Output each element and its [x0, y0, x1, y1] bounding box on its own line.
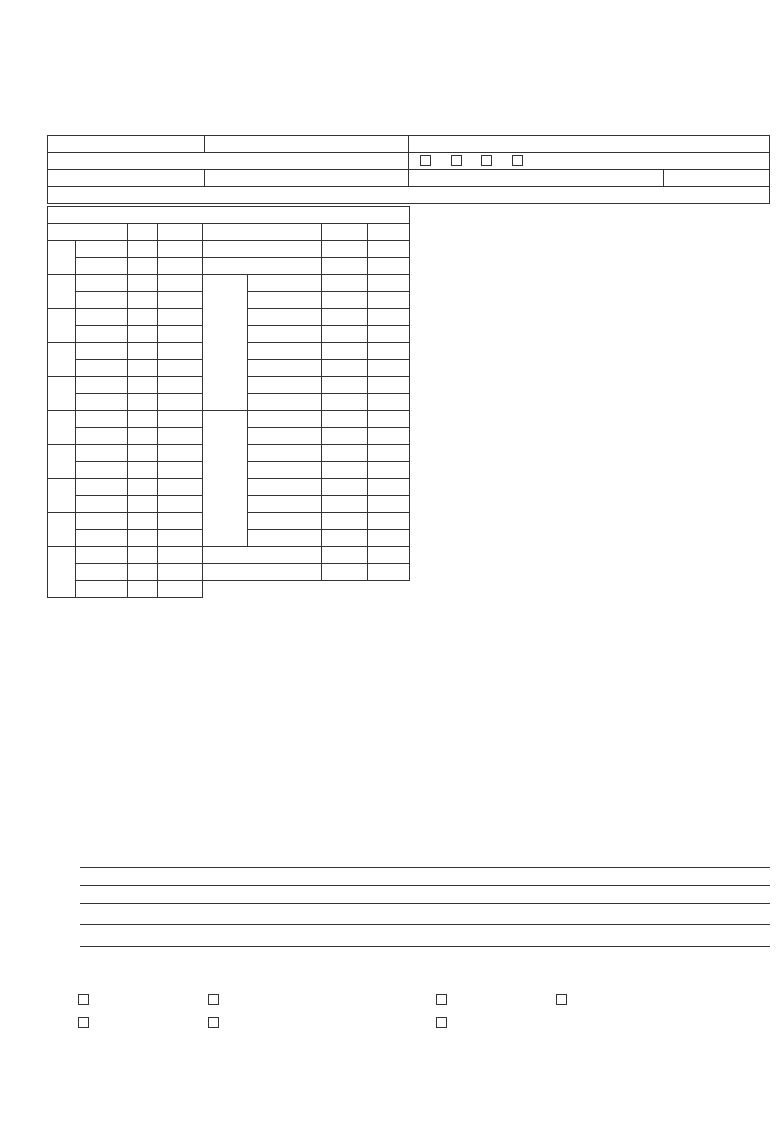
incorrect-cell[interactable] — [368, 513, 410, 530]
mid-item — [248, 462, 322, 479]
table-row — [48, 241, 410, 258]
col-check — [48, 224, 128, 241]
correct-cell[interactable] — [322, 428, 368, 445]
mid-header-blank — [203, 224, 322, 241]
correct-cell[interactable] — [322, 343, 368, 360]
pass-cell[interactable] — [128, 343, 158, 360]
group-label — [48, 309, 76, 343]
mid-item — [248, 309, 322, 326]
incorrect-cell[interactable] — [368, 445, 410, 462]
incorrect-cell[interactable] — [368, 343, 410, 360]
incorrect-cell[interactable] — [368, 564, 410, 581]
pass-cell[interactable] — [128, 377, 158, 394]
table-row — [48, 411, 410, 428]
correct-cell[interactable] — [322, 547, 368, 564]
mid-item — [248, 360, 322, 377]
table-row — [48, 581, 410, 598]
fail-cell[interactable] — [158, 258, 203, 275]
table-row — [48, 564, 410, 581]
pass-cell[interactable] — [128, 394, 158, 411]
check-item — [76, 462, 128, 479]
group-label — [48, 547, 76, 598]
pass-cell[interactable] — [128, 564, 158, 581]
checkbox-icon[interactable] — [208, 1017, 219, 1028]
mid-item — [248, 275, 322, 292]
group-label — [48, 377, 76, 411]
check-item — [76, 343, 128, 360]
check-item — [76, 411, 128, 428]
mid-blank — [203, 547, 322, 564]
fail-cell[interactable] — [158, 496, 203, 513]
opt-reject[interactable] — [208, 1016, 221, 1030]
checkbox-icon[interactable] — [512, 155, 523, 166]
fail-cell[interactable] — [158, 513, 203, 530]
pass-cell[interactable] — [128, 530, 158, 547]
pass-cell[interactable] — [128, 411, 158, 428]
fail-cell[interactable] — [158, 547, 203, 564]
fail-cell[interactable] — [158, 326, 203, 343]
correct-cell[interactable] — [322, 479, 368, 496]
stage-option[interactable] — [420, 154, 433, 168]
inspect-stage-field[interactable] — [409, 153, 770, 170]
fail-cell[interactable] — [158, 530, 203, 547]
correct-cell[interactable] — [322, 241, 368, 258]
check-item — [76, 360, 128, 377]
pass-cell[interactable] — [128, 479, 158, 496]
mid-item — [248, 326, 322, 343]
checkbox-icon[interactable] — [420, 155, 431, 166]
checkbox-icon[interactable] — [78, 994, 89, 1005]
fail-cell[interactable] — [158, 360, 203, 377]
table-row — [48, 275, 410, 292]
fail-cell[interactable] — [158, 309, 203, 326]
mid-item — [248, 428, 322, 445]
pass-cell[interactable] — [128, 445, 158, 462]
group-label — [48, 513, 76, 547]
fail-cell[interactable] — [158, 275, 203, 292]
incorrect-cell[interactable] — [368, 292, 410, 309]
group-label — [48, 343, 76, 377]
incorrect-cell[interactable] — [368, 258, 410, 275]
stage-option[interactable] — [451, 154, 464, 168]
suggest-line[interactable] — [80, 885, 770, 886]
checkbox-icon[interactable] — [556, 994, 567, 1005]
pass-cell[interactable] — [128, 581, 158, 598]
correct-cell[interactable] — [322, 258, 368, 275]
check-item — [76, 241, 128, 258]
check-item — [76, 564, 128, 581]
incorrect-cell[interactable] — [368, 547, 410, 564]
col-fail — [158, 224, 203, 241]
incorrect-cell[interactable] — [368, 496, 410, 513]
incorrect-cell[interactable] — [368, 411, 410, 428]
inspection-title-row — [48, 207, 410, 224]
opt-allow[interactable] — [436, 1016, 449, 1030]
check-item — [76, 309, 128, 326]
correct-cell[interactable] — [322, 360, 368, 377]
fail-cell[interactable] — [158, 428, 203, 445]
correct-cell[interactable] — [322, 445, 368, 462]
check-item — [76, 496, 128, 513]
group-label — [48, 241, 76, 275]
group-label — [48, 479, 76, 513]
check-item — [76, 581, 128, 598]
check-item — [76, 377, 128, 394]
stage-option[interactable] — [512, 154, 525, 168]
sample-pairs-field[interactable] — [409, 170, 664, 187]
fail-cell[interactable] — [158, 394, 203, 411]
mid-blank — [203, 564, 322, 581]
table-row — [48, 547, 410, 564]
incorrect-cell[interactable] — [368, 241, 410, 258]
info-table — [47, 135, 770, 204]
suggest-line[interactable] — [80, 924, 770, 925]
check-item — [76, 394, 128, 411]
incorrect-cell[interactable] — [368, 377, 410, 394]
pass-cell[interactable] — [128, 326, 158, 343]
check-item — [76, 513, 128, 530]
pass-cell[interactable] — [128, 241, 158, 258]
check-item — [76, 547, 128, 564]
fail-cell[interactable] — [158, 411, 203, 428]
pass-cell[interactable] — [128, 428, 158, 445]
opt-wait[interactable] — [556, 993, 569, 1007]
check-item — [76, 258, 128, 275]
sample-boxes-field[interactable] — [664, 170, 770, 187]
correct-cell[interactable] — [322, 275, 368, 292]
remark-line[interactable] — [80, 946, 770, 947]
pass-cell[interactable] — [128, 360, 158, 377]
check-item — [76, 292, 128, 309]
incorrect-cell[interactable] — [368, 479, 410, 496]
col-correct — [322, 224, 368, 241]
incorrect-cell[interactable] — [368, 428, 410, 445]
incorrect-cell[interactable] — [368, 360, 410, 377]
check-item — [76, 445, 128, 462]
pass-cell[interactable] — [128, 462, 158, 479]
check-item — [76, 326, 128, 343]
correct-cell[interactable] — [322, 326, 368, 343]
inspection-header-row — [48, 224, 410, 241]
fail-cell[interactable] — [158, 292, 203, 309]
carton-serial-field[interactable] — [48, 187, 770, 204]
pass-cell[interactable] — [128, 309, 158, 326]
group-label — [48, 411, 76, 445]
check-item — [76, 479, 128, 496]
mid-item — [203, 241, 322, 258]
incorrect-cell[interactable] — [368, 394, 410, 411]
pass-cell[interactable] — [128, 513, 158, 530]
checkbox-icon[interactable] — [481, 155, 492, 166]
fail-cell[interactable] — [158, 445, 203, 462]
group-label — [48, 445, 76, 479]
fail-cell[interactable] — [158, 564, 203, 581]
correct-cell[interactable] — [322, 496, 368, 513]
correct-cell[interactable] — [322, 530, 368, 547]
stage-option[interactable] — [481, 154, 494, 168]
mid-item — [248, 513, 322, 530]
fail-cell[interactable] — [158, 479, 203, 496]
checkbox-icon[interactable] — [451, 155, 462, 166]
finished-qty-field[interactable] — [205, 170, 409, 187]
mid-item — [248, 394, 322, 411]
opt-rework[interactable] — [78, 993, 91, 1007]
correct-cell[interactable] — [322, 564, 368, 581]
correct-cell[interactable] — [322, 292, 368, 309]
inspection-section-title — [48, 207, 410, 224]
suggest-line[interactable] — [80, 867, 770, 868]
correct-cell[interactable] — [322, 462, 368, 479]
checkbox-icon[interactable] — [436, 1017, 447, 1028]
mid-item — [248, 377, 322, 394]
fail-cell[interactable] — [158, 581, 203, 598]
mid-item — [248, 411, 322, 428]
fail-cell[interactable] — [158, 462, 203, 479]
col-pass — [128, 224, 158, 241]
fail-cell[interactable] — [158, 241, 203, 258]
suggest-line[interactable] — [80, 903, 770, 904]
check-item — [76, 428, 128, 445]
mid-item — [203, 258, 322, 275]
check-item — [76, 530, 128, 547]
pass-cell[interactable] — [128, 496, 158, 513]
fail-cell[interactable] — [158, 377, 203, 394]
correct-cell[interactable] — [322, 394, 368, 411]
inspection-table — [47, 206, 410, 598]
checkbox-icon[interactable] — [78, 1017, 89, 1028]
table-row — [48, 258, 410, 275]
incorrect-cell[interactable] — [368, 275, 410, 292]
pass-cell[interactable] — [128, 275, 158, 292]
packaging-label — [203, 411, 248, 547]
mid-item — [248, 479, 322, 496]
correct-cell[interactable] — [322, 377, 368, 394]
incorrect-cell[interactable] — [368, 309, 410, 326]
mid-item — [248, 530, 322, 547]
correct-cell[interactable] — [322, 411, 368, 428]
pass-cell[interactable] — [128, 547, 158, 564]
fail-cell[interactable] — [158, 343, 203, 360]
checkbox-icon[interactable] — [436, 994, 447, 1005]
pass-cell[interactable] — [128, 258, 158, 275]
style-no-field[interactable] — [48, 153, 409, 170]
incorrect-cell[interactable] — [368, 462, 410, 479]
opt-agree[interactable] — [78, 1016, 91, 1030]
mid-item — [248, 445, 322, 462]
total-qty-field[interactable] — [48, 170, 205, 187]
supplier-field[interactable] — [205, 136, 409, 153]
col-incorrect — [368, 224, 410, 241]
order-no-field[interactable] — [48, 136, 205, 153]
inspect-date-field[interactable] — [409, 136, 770, 153]
post-process-label — [203, 275, 248, 411]
incorrect-cell[interactable] — [368, 530, 410, 547]
mid-item — [248, 343, 322, 360]
incorrect-cell[interactable] — [368, 326, 410, 343]
correct-cell[interactable] — [322, 513, 368, 530]
mid-item — [248, 292, 322, 309]
group-label — [48, 275, 76, 309]
mid-item — [248, 496, 322, 513]
checkbox-icon[interactable] — [208, 994, 219, 1005]
pass-cell[interactable] — [128, 292, 158, 309]
opt-recheck[interactable] — [436, 993, 449, 1007]
opt-improve[interactable] — [208, 993, 221, 1007]
correct-cell[interactable] — [322, 309, 368, 326]
check-item — [76, 275, 128, 292]
